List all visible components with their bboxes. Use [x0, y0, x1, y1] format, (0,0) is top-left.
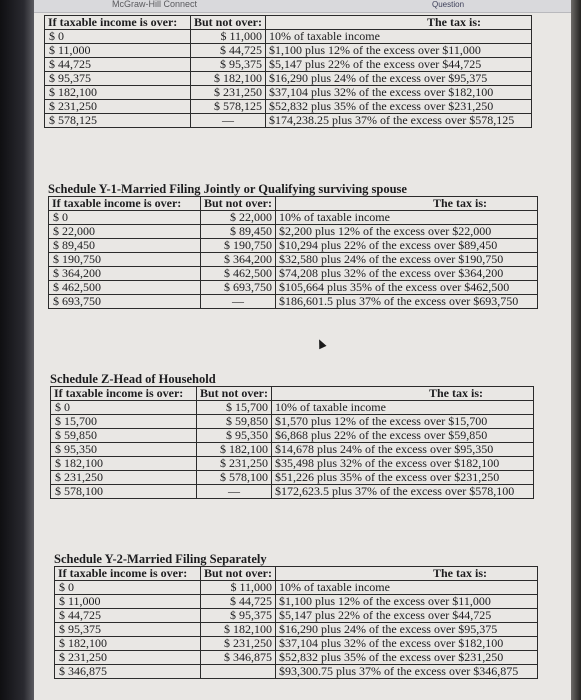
- bracket-not-over-cell: $ 231,250: [191, 86, 266, 100]
- bracket-over-cell: $ 59,850: [51, 429, 197, 443]
- col-header-over: If taxable income is over:: [55, 567, 201, 581]
- table-row: [49, 211, 538, 225]
- bracket-not-over-cell: $ 693,750: [201, 281, 276, 295]
- table-row: [45, 44, 532, 58]
- bracket-not-over-cell: $ 231,250: [201, 637, 276, 651]
- col-header-tax: The tax is:: [266, 16, 532, 30]
- tax-formula-cell: $35,498 plus 32% of the excess over $182,100: [272, 457, 534, 471]
- table-row: [45, 114, 532, 128]
- schedule-table: [44, 15, 532, 128]
- bracket-over-cell: $ 15,700: [51, 415, 197, 429]
- app-top-bar: [34, 0, 571, 13]
- bracket-over-cell: $ 44,725: [45, 58, 191, 72]
- bracket-not-over-cell: $ 182,100: [201, 623, 276, 637]
- tax-formula-cell: $5,147 plus 22% of the excess over $44,725: [266, 58, 532, 72]
- tax-formula-cell: $37,104 plus 32% of the excess over $182,100: [266, 86, 532, 100]
- col-header-not-over: But not over:: [201, 197, 276, 211]
- col-header-not-over: But not over:: [201, 567, 276, 581]
- table-row: [45, 86, 532, 100]
- schedule-table: [50, 386, 534, 499]
- bracket-over-cell: $ 578,125: [45, 114, 191, 128]
- table-row: [45, 100, 532, 114]
- tax-formula-cell: $52,832 plus 35% of the excess over $231,250: [266, 100, 532, 114]
- bracket-not-over-cell: $ 182,100: [197, 443, 272, 457]
- table-row: [55, 637, 538, 651]
- schedule-title: Schedule Z-Head of Household: [50, 372, 216, 386]
- tax-formula-cell: $16,290 plus 24% of the excess over $95,375: [266, 72, 532, 86]
- table-row: [55, 609, 538, 623]
- bracket-not-over-cell: —: [191, 114, 266, 128]
- bracket-over-cell: $ 11,000: [55, 595, 201, 609]
- tax-formula-cell: $174,238.25 plus 37% of the excess over $578,125: [266, 114, 532, 128]
- bracket-not-over-cell: —: [197, 485, 272, 499]
- table-row: [45, 72, 532, 86]
- table-row: [49, 281, 538, 295]
- table-row: [49, 295, 538, 309]
- schedule-y1: [48, 182, 538, 309]
- col-header-over: If taxable income is over:: [49, 197, 201, 211]
- bracket-not-over-cell: $ 364,200: [201, 253, 276, 267]
- bracket-not-over-cell: $ 95,375: [201, 609, 276, 623]
- table-row: [45, 58, 532, 72]
- bracket-over-cell: $ 231,250: [45, 100, 191, 114]
- col-header-over: If taxable income is over:: [45, 16, 191, 30]
- bracket-not-over-cell: [201, 665, 276, 679]
- bracket-over-cell: $ 11,000: [45, 44, 191, 58]
- schedule-y2: [54, 552, 538, 679]
- bracket-not-over-cell: $ 15,700: [197, 401, 272, 415]
- tax-formula-cell: 10% of taxable income: [276, 211, 538, 225]
- table-row: [51, 457, 534, 471]
- bracket-over-cell: $ 0: [49, 211, 201, 225]
- bracket-not-over-cell: $ 578,100: [197, 471, 272, 485]
- mouse-cursor-icon: [315, 338, 326, 350]
- bracket-over-cell: $ 182,100: [55, 637, 201, 651]
- col-header-tax: The tax is:: [276, 567, 538, 581]
- bracket-not-over-cell: $ 11,000: [201, 581, 276, 595]
- table-row: [55, 595, 538, 609]
- table-row: [55, 581, 538, 595]
- tax-formula-cell: $186,601.5 plus 37% of the excess over $693,750: [276, 295, 538, 309]
- bracket-over-cell: $ 0: [55, 581, 201, 595]
- schedule-z: [50, 372, 534, 499]
- table-row: [45, 30, 532, 44]
- screen-bezel-right: [571, 0, 581, 700]
- col-header-not-over: But not over:: [197, 387, 272, 401]
- table-row: [49, 225, 538, 239]
- table-row: [51, 401, 534, 415]
- table-row: [51, 443, 534, 457]
- bracket-over-cell: $ 0: [45, 30, 191, 44]
- bracket-over-cell: $ 95,350: [51, 443, 197, 457]
- bracket-over-cell: $ 578,100: [51, 485, 197, 499]
- bracket-not-over-cell: $ 44,725: [201, 595, 276, 609]
- bracket-not-over-cell: $ 578,125: [191, 100, 266, 114]
- bottom-fade: [34, 678, 571, 700]
- bracket-not-over-cell: $ 190,750: [201, 239, 276, 253]
- bracket-not-over-cell: $ 59,850: [197, 415, 272, 429]
- table-row: [55, 623, 538, 637]
- bracket-not-over-cell: $ 231,250: [197, 457, 272, 471]
- schedule-x: [44, 15, 532, 128]
- bracket-over-cell: $ 182,100: [45, 86, 191, 100]
- bracket-over-cell: $ 95,375: [45, 72, 191, 86]
- col-header-tax: The tax is:: [272, 387, 534, 401]
- table-row: [49, 267, 538, 281]
- bracket-over-cell: $ 89,450: [49, 239, 201, 253]
- bracket-not-over-cell: $ 182,100: [191, 72, 266, 86]
- col-header-not-over: But not over:: [191, 16, 266, 30]
- bracket-over-cell: $ 364,200: [49, 267, 201, 281]
- tax-formula-cell: $2,200 plus 12% of the excess over $22,000: [276, 225, 538, 239]
- schedule-title: Schedule Y-1-Married Filing Jointly or Qualifying surviving spouse: [48, 182, 407, 196]
- tax-formula-cell: $105,664 plus 35% of the excess over $462,500: [276, 281, 538, 295]
- brand-logo: McGraw-Hill Connect: [112, 0, 198, 9]
- tax-formula-cell: 10% of taxable income: [272, 401, 534, 415]
- bracket-not-over-cell: $ 346,875: [201, 651, 276, 665]
- tax-formula-cell: $93,300.75 plus 37% of the excess over $346,875: [276, 665, 538, 679]
- tax-formula-cell: $16,290 plus 24% of the excess over $95,375: [276, 623, 538, 637]
- tax-formula-cell: 10% of taxable income: [266, 30, 532, 44]
- tax-formula-cell: $51,226 plus 35% of the excess over $231,250: [272, 471, 534, 485]
- col-header-over: If taxable income is over:: [51, 387, 197, 401]
- tax-formula-cell: $1,100 plus 12% of the excess over $11,000: [266, 44, 532, 58]
- bracket-not-over-cell: $ 95,350: [197, 429, 272, 443]
- bracket-over-cell: $ 95,375: [55, 623, 201, 637]
- bracket-over-cell: $ 693,750: [49, 295, 201, 309]
- tax-formula-cell: $14,678 plus 24% of the excess over $95,350: [272, 443, 534, 457]
- bracket-not-over-cell: $ 44,725: [191, 44, 266, 58]
- bracket-over-cell: $ 22,000: [49, 225, 201, 239]
- tax-formula-cell: $6,868 plus 22% of the excess over $59,850: [272, 429, 534, 443]
- tax-formula-cell: $5,147 plus 22% of the excess over $44,725: [276, 609, 538, 623]
- bracket-not-over-cell: $ 89,450: [201, 225, 276, 239]
- bracket-not-over-cell: $ 22,000: [201, 211, 276, 225]
- schedule-table: [54, 566, 538, 679]
- tax-formula-cell: 10% of taxable income: [276, 581, 538, 595]
- col-header-tax: The tax is:: [276, 197, 538, 211]
- bracket-over-cell: $ 462,500: [49, 281, 201, 295]
- bracket-over-cell: $ 0: [51, 401, 197, 415]
- bracket-not-over-cell: $ 11,000: [191, 30, 266, 44]
- table-row: [51, 471, 534, 485]
- bracket-over-cell: $ 190,750: [49, 253, 201, 267]
- tax-formula-cell: $32,580 plus 24% of the excess over $190,750: [276, 253, 538, 267]
- tax-formula-cell: $1,100 plus 12% of the excess over $11,000: [276, 595, 538, 609]
- tax-formula-cell: $37,104 plus 32% of the excess over $182,100: [276, 637, 538, 651]
- tax-formula-cell: $52,832 plus 35% of the excess over $231,250: [276, 651, 538, 665]
- tax-formula-cell: $1,570 plus 12% of the excess over $15,700: [272, 415, 534, 429]
- table-row: [49, 239, 538, 253]
- schedule-table: [48, 196, 538, 309]
- bracket-not-over-cell: —: [201, 295, 276, 309]
- bracket-over-cell: $ 231,250: [51, 471, 197, 485]
- table-row: [51, 415, 534, 429]
- question-tab[interactable]: Question: [432, 0, 465, 9]
- tax-formula-cell: $10,294 plus 22% of the excess over $89,450: [276, 239, 538, 253]
- screen-bezel-left: [0, 0, 34, 700]
- tax-formula-cell: $74,208 plus 32% of the excess over $364,200: [276, 267, 538, 281]
- bracket-over-cell: $ 346,875: [55, 665, 201, 679]
- bracket-not-over-cell: $ 95,375: [191, 58, 266, 72]
- table-row: [55, 665, 538, 679]
- table-row: [51, 485, 534, 499]
- table-row: [55, 651, 538, 665]
- bracket-over-cell: $ 182,100: [51, 457, 197, 471]
- bracket-over-cell: $ 231,250: [55, 651, 201, 665]
- tax-formula-cell: $172,623.5 plus 37% of the excess over $578,100: [272, 485, 534, 499]
- table-row: [51, 429, 534, 443]
- table-row: [49, 253, 538, 267]
- schedule-title: Schedule Y-2-Married Filing Separately: [54, 552, 267, 566]
- bracket-not-over-cell: $ 462,500: [201, 267, 276, 281]
- bracket-over-cell: $ 44,725: [55, 609, 201, 623]
